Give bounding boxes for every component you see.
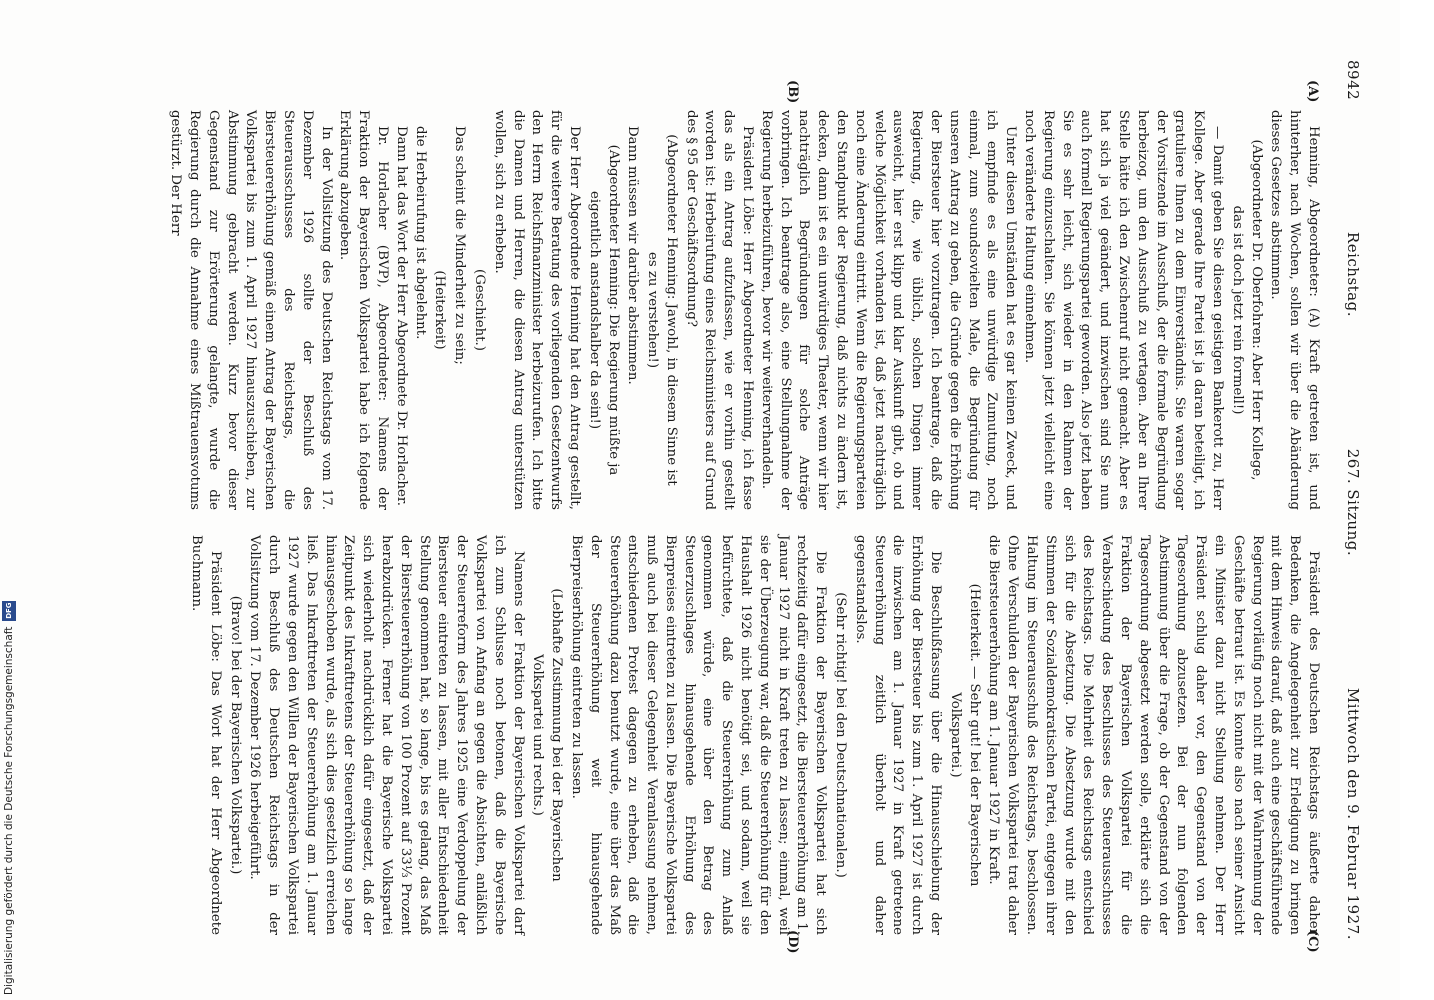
interjection: (Heiterkeit. — Sehr gut! bei der Bayerischen Volkspartei.) (947, 583, 982, 887)
left-column (165, 110, 1322, 510)
margin-marker-c: (C) (1305, 930, 1320, 953)
session-date: Mittwoch den 9. Februar 1927. (1344, 687, 1362, 940)
paragraph: Das scheint die Minderheit zu sein; (452, 126, 468, 365)
margin-marker-a: (A) (1305, 80, 1320, 103)
paragraph: Dann hat das Wort der Herr Abgeordnete Dr. Horlacher. (393, 126, 409, 506)
page-number: 8942 (1344, 60, 1362, 101)
paragraph: In der Vollsitzung des Deutschen Reichstags vom 17. Dezember 1926 sollte der Beschluß des Steuerausschusses des Reichstags, die Biersteuererhöhung gemäß einem Antrag der Bayerischen Volkspartei bis zum 1. April 1927 hinauszuschieben, zur Abstimmung gebracht werden. Kurz bevor dieser Gegenstand zur Erörterung gelangte, wurde die Regierung durch die Annahme eines Mißtrauensvotums gestürzt. Der Herr (168, 110, 334, 510)
session-number: 267. Sitzung. (1344, 448, 1362, 557)
margin-marker-d: (D) (785, 930, 800, 954)
paragraph: die Herbeirufung ist abgelehnt. (412, 126, 428, 340)
paragraph: Präsident Löbe: Herr Abgeordneter Henning, ich fasse das als ein Antrag aufzufassen, wie er vorhin gestellt worden ist: Herbeirufung eines Reichsministers auf Grund des § 95 der Geschäftsordnung? (683, 110, 756, 510)
stage-note: (Geschieht.) (471, 269, 487, 351)
stage-note: (Heiterkeit) (432, 270, 448, 350)
paragraph: Der Herr Abgeordnete Henning hat den Antrag gestellt, für die weitere Beratung des vorliegenden Gesetzentwurfs den Herrn Reichsfinanzminister herbeizurufen. Ich bitte die Damen und Herren, die diesen Antrag unterstützen wollen, sich zu erheben. (491, 110, 582, 510)
paragraph: Präsident des Deutschen Reichstags äußerte daher Bedenken, die Angelegenheit zur Erledigung zu bringen mit dem Hinweis darauf, daß auch eine geschäftsführende Regierung vorläufig noch nicht mit der Wahrnehmung der Geschäfte betraut ist. Es konnte also nach seiner Ansicht ein Minister dazu nicht Stellung nehmen. Der Herr Präsident schlug daher vor, den Gegenstand von der Tagesordnung abzusetzen. Bei der nun folgenden Abstimmung über die Frage, ob der Gegenstand von der Tagesordnung abgesetzt werden solle, erklärte sich die Fraktion der Bayerischen Volkspartei für die Verabschiedung des Beschlusses des Steuerausschusses des Reichstags. Die Mehrheit des Reichstags entschied sich für die Absetzung. Die Absetzung wurde mit den Stimmen der Sozialdemokratischen Partei, entgegen ihrer Haltung im Steuerausschuß des Reichstags, beschlossen. Ohne Verschulden der Bayerischen Volkspartei trat daher die Biersteuererhöhung am 1. Januar 1927 in Kraft. (986, 535, 1321, 935)
interjection: (Abgeordneter Henning: Jawohl, in diesem Sinne ist es zu verstehen!) (645, 134, 679, 486)
interjection: (Lebhafte Zustimmung bei der Bayerischen Volkspartei und rechts.) (530, 588, 565, 882)
paragraph: Die Beschlußfassung über die Hinausschiebung der Erhöhung der Biersteuer bis zum 1. April 1927 ist durch die inzwischen am 1. Januar 1927 in Kraft getretene Steuererhöhung zeitlich überholt und daher gegenstandslos. (852, 535, 944, 935)
assembly-name: Reichstag. (1344, 231, 1362, 317)
paragraph: Dr. Horlacher (BVP), Abgeordneter: Namens der Fraktion der Bayerischen Volkspartei habe ich folgende Erklärung abzugeben. (337, 110, 390, 510)
paragraph: — Damit geben Sie diesen geistigen Bankerott zu, Herr Kollege. Aber gerade Ihre Partei ist ja daran beteiligt, ich gratuliere Ihnen zu dem Einverständnis. Sie waren sogar der Vorsitzende im Ausschuß, der die formale Begründung herbeizog, um den Ausschuß zu vertagen. Aber an Ihrer Stelle hätte ich den Zwischenruf nicht gemacht. Aber es hat sich ja viel geändert, und inzwischen sind Sie nun auch formell Regierungspartei geworden. Also jetzt haben Sie es sehr leicht, sich wieder in den Rahmen der Regierung einzuschalten. Sie können jetzt vielleicht eine noch veränderte Haltung einnehmen. (1022, 110, 1226, 510)
digitization-credit: Digitalisierung gefördert durch die Deutsche Forschungsgemeinschaft (3, 626, 15, 995)
interjection: (Abgeordneter Dr. Oberfohren: Aber Herr Kollege, das ist doch jetzt rein formell!) (1229, 139, 1264, 481)
stage-note: (Bravo! bei der Bayerischen Volkspartei.) (227, 595, 243, 875)
dfg-logo: DFG (2, 601, 16, 621)
right-column (186, 535, 1322, 935)
stage-note: (Sehr richtig! bei den Deutschnationalen.) (833, 592, 849, 878)
paragraph: Unter diesen Umständen hat es gar keinen Zweck, und ich empfinde es als eine unwürdige Zumutung, noch einmal, zum soundsovielten Male, die Begründung für unseren Antrag zu geben, die Gründe gegen die Erhöhung der Biersteuer hier vorzutragen. Ich beantrage, daß die Regierung, die, wie üblich, solchen Dingen immer ausweicht, hier erst klipp und klar Auskunft gibt, ob und welche Möglichkeit vorhanden ist, daß jetzt nachträglich noch eine Änderung eintritt. Wenn die Regierungsparteien den Standpunkt der Regierung, daß nichts zu ändern ist, decken, dann ist es ein unwürdiges Theater, wenn wir hier nachträglich Begründungen für solche Anträge vorbringen. Ich beantrage also, eine Stellungnahme der Regierung herbeizuführen, bevor wir weiterverhandeln. (758, 110, 1019, 510)
paragraph: Namens der Fraktion der Bayerischen Volkspartei darf ich zum Schlusse noch betonen, daß die Bayerische Volkspartei von Anfang an gegen die Absichten, anläßlich der Steuerreform des Jahres 1925 eine Verdoppelung der Biersteuer eintreten zu lassen, mit aller Entschiedenheit Stellung genommen hat, so lange, bis es gelang, das Maß der Biersteuererhöhung von 100 Prozent auf 33⅓ Prozent herabzudrücken. Ferner hat die Bayerische Volkspartei sich wiederholt nachdrücklich dafür eingesetzt, daß der Zeitpunkt des Inkrafttretens der Steuererhöhung so lange hinausgeschoben wurde, als sich dies gesetzlich erreichen ließ. Das Inkrafttreten der Steuererhöhung am 1. Januar 1927 wurde gegen den Willen der Bayerischen Volkspartei durch Beschluß des Deutschen Reichstags in der Vollsitzung vom 17. Dezember 1926 herbeigeführt. (247, 535, 526, 935)
page-footer (2, 5, 16, 995)
paragraph: Die Fraktion der Bayerischen Volkspartei hat sich rechtzeitig dafür eingesetzt, die Biersteuererhöhung am 1. Januar 1927 nicht in Kraft treten zu lassen; einmal, weil sie der Überzeugung war, daß die Steuererhöhung für den Haushalt 1926 nicht benötigt sei, und sodann, weil sie befürchtete, daß die Steuererhöhung zum Anlaß genommen würde, eine über den Betrag des Steuerzuschlages hinausgehende Erhöhung des Bierpreises eintreten zu lassen. Die Bayerische Volkspartei muß auch bei dieser Gelegenheit Veranlassung nehmen, entschiedenen Protest dagegen zu erheben, daß die Steuererhöhung dazu benutzt wurde, eine über das Maß der Steuererhöhung weit hinausgehende Bierpreiserhöhung eintreten zu lassen. (568, 535, 829, 935)
margin-marker-b: (B) (785, 80, 800, 104)
paragraph: Henning, Abgeordneter: (A) Kraft getreten ist, und hinterher, nach Wochen, sollen wir über die Abänderung dieses Gesetzes abstimmen. (1268, 110, 1321, 510)
interjection: (Abgeordneter Henning: Die Regierung müßte ja eigentlich anstandshalber da sein!) (586, 144, 621, 476)
page-header (1336, 60, 1362, 940)
paragraph: Dann müssen wir darüber abstimmen. (625, 126, 641, 385)
paragraph: Präsident Löbe: Das Wort hat der Herr Abgeordnete Buchmann. (188, 535, 223, 935)
